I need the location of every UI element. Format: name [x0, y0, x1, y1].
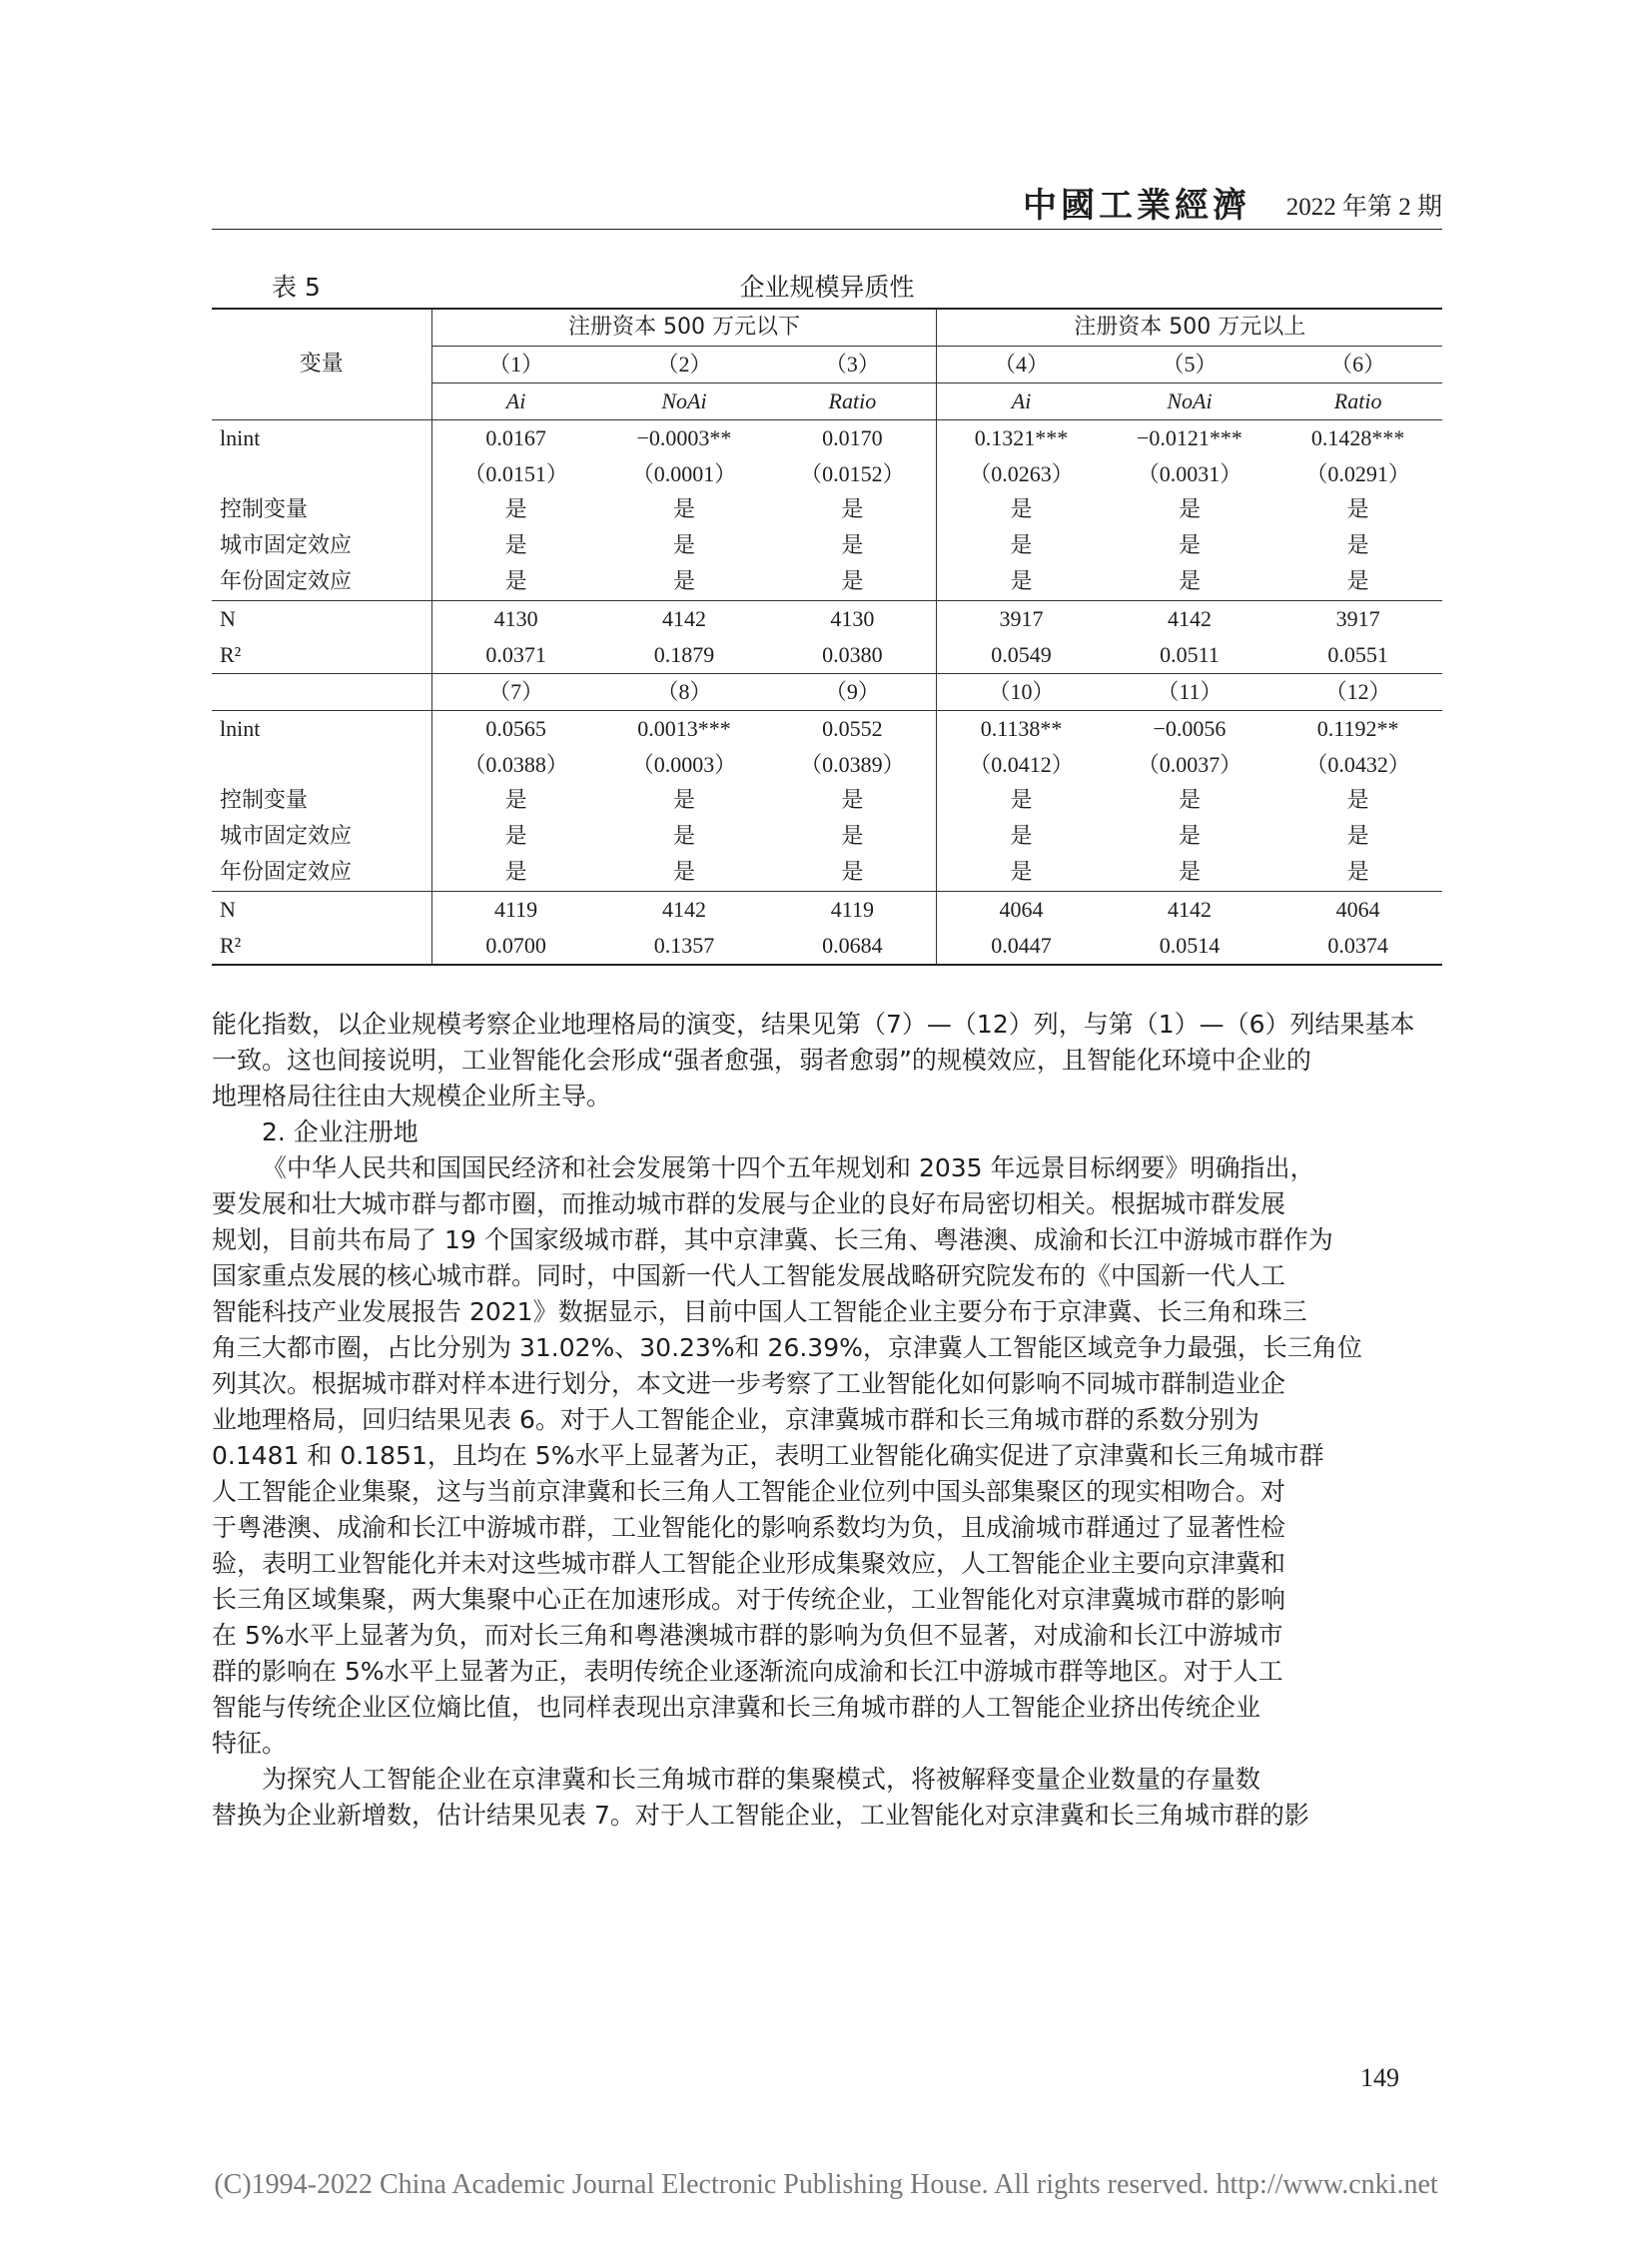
std-error-cell: （0.0003）	[631, 752, 737, 777]
std-error-cell: （0.0037）	[1137, 752, 1242, 777]
group-header-above-500: 注册资本 500 万元以上	[937, 309, 1442, 347]
text-line: 人工智能企业集聚，这与当前京津冀和长三角人工智能企业位列中国头部集聚区的现实相吻合。对	[212, 1477, 1286, 1506]
r2-cell: 0.0447	[937, 928, 1106, 965]
text-line: 于粤港澳、成渝和长江中游城市群，工业智能化的影响系数均为负，且成渝城市群通过了显著性检	[212, 1513, 1286, 1542]
column-number: （10）	[937, 674, 1106, 711]
row-label-year-fe: 年份固定效应	[212, 564, 431, 601]
row-label-lnint: lnint	[212, 711, 431, 748]
yes-cell: 是	[1346, 824, 1369, 849]
coefficient-cell: 0.1192**	[1316, 716, 1399, 741]
row-label-year-fe: 年份固定效应	[212, 855, 431, 892]
dependent-variable: Ai	[431, 383, 600, 420]
r2-cell: 0.0684	[768, 928, 937, 965]
std-error-cell: （0.0389）	[800, 752, 905, 777]
dependent-variable: Ai	[937, 383, 1106, 420]
std-error-cell: （0.0263）	[937, 456, 1106, 492]
copyright-footer: (C)1994-2022 China Academic Journal Electronic Publishing House. All rights reserved. http://www.cnki.net	[214, 2169, 1438, 2200]
yes-cell: 是	[1346, 497, 1369, 522]
subhead-text: 2. 企业注册地	[262, 1118, 418, 1146]
text-line: 要发展和壮大城市群与都市圈，而推动城市群的发展与企业的良好布局密切相关。根据城市群发展	[212, 1189, 1286, 1218]
table-5	[212, 268, 1442, 966]
text-line: 群的影响在 5%水平上显著为正，表明传统企业逐渐流向成渝和长江中游城市群等地区。对于人工	[212, 1657, 1283, 1686]
n-cell: 3917	[1335, 606, 1380, 631]
text-line: 列其次。根据城市群对样本进行划分，本文进一步考察了工业智能化如何影响不同城市群制造业企	[212, 1369, 1286, 1398]
yes-cell: 是	[672, 788, 695, 813]
yes-cell: 是	[672, 497, 695, 522]
yes-cell: 是	[1178, 788, 1201, 813]
yes-cell: 是	[841, 824, 864, 849]
r2-cell: 0.1357	[600, 928, 769, 965]
text-line: 智能与传统企业区位熵比值，也同样表现出京津冀和长三角城市群的人工智能企业挤出传统企业	[212, 1693, 1261, 1722]
coefficient-cell: 0.0013***	[637, 716, 731, 741]
r2-cell: 0.0700	[431, 928, 600, 965]
text-line: 业地理格局，回归结果见表 6。对于人工智能企业，京津冀城市群和长三角城市群的系数分别为	[212, 1405, 1259, 1434]
coefficient-cell: −0.0003**	[636, 425, 732, 450]
text-line: 替换为企业新增数，估计结果见表 7。对于人工智能企业，工业智能化对京津冀和长三角城市群的影	[212, 1801, 1309, 1830]
body-text	[212, 1007, 1442, 1834]
yes-cell: 是	[1178, 497, 1201, 522]
std-error-cell: （0.0031）	[1137, 461, 1242, 486]
paragraph-1	[212, 1007, 1442, 1115]
group-header-below-500: 注册资本 500 万元以下	[431, 309, 937, 347]
r2-cell: 0.0511	[1106, 637, 1274, 674]
section-subhead	[212, 1115, 1442, 1150]
text-line: 为探究人工智能企业在京津冀和长三角城市群的集聚模式，将被解释变量企业数量的存量数	[262, 1765, 1261, 1794]
row-label-n: N	[212, 601, 431, 638]
r2-cell: 0.1879	[600, 637, 769, 674]
text-line: 在 5%水平上显著为负，而对长三角和粤港澳城市群的影响为负但不显著，对成渝和长江中游城市	[212, 1621, 1283, 1650]
row-label-r2: R²	[212, 928, 431, 965]
r2-cell: 0.0371	[431, 637, 600, 674]
r2-cell: 0.0374	[1273, 928, 1442, 965]
text-line: 地理格局往往由大规模企业所主导。	[212, 1082, 612, 1111]
yes-cell: 是	[841, 533, 864, 558]
header-rule	[212, 229, 1442, 230]
text-line: 验，表明工业智能化并未对这些城市群人工智能企业形成集聚效应，人工智能企业主要向京津冀和	[212, 1549, 1286, 1578]
yes-cell: 是	[937, 564, 1106, 601]
column-number: （7）	[431, 674, 600, 711]
row-label-city-fe: 城市固定效应	[212, 528, 431, 564]
n-cell: 4142	[1167, 897, 1212, 922]
text-line: 能化指数，以企业规模考察企业地理格局的演变，结果见第（7）—（12）列，与第（1）—（6）列结果基本	[212, 1010, 1415, 1039]
r2-cell: 0.0549	[937, 637, 1106, 674]
yes-cell: 是	[504, 497, 527, 522]
text-line: 国家重点发展的核心城市群。同时，中国新一代人工智能发展战略研究院发布的《中国新一代人工	[212, 1261, 1286, 1290]
row-label-empty	[212, 674, 431, 711]
yes-cell: 是	[600, 564, 769, 601]
r2-cell: 0.0551	[1273, 637, 1442, 674]
yes-cell: 是	[431, 855, 600, 892]
column-number: （5）	[1162, 352, 1218, 376]
yes-cell: 是	[1178, 824, 1201, 849]
yes-cell: 是	[937, 819, 1106, 855]
yes-cell: 是	[672, 533, 695, 558]
coefficient-cell: 0.1321***	[937, 420, 1106, 457]
text-line: 规划，目前共布局了 19 个国家级城市群，其中京津冀、长三角、粤港澳、成渝和长江中游城市群作为	[212, 1225, 1333, 1254]
yes-cell: 是	[841, 497, 864, 522]
yes-cell: 是	[1106, 564, 1274, 601]
row-label-n: N	[212, 892, 431, 929]
n-cell: 4064	[1335, 897, 1380, 922]
row-label-controls: 控制变量	[212, 783, 431, 819]
coefficient-cell: 0.0565	[485, 716, 546, 741]
paragraph-3	[212, 1762, 1442, 1834]
column-number: （1）	[488, 352, 544, 376]
column-number: （2）	[656, 352, 712, 376]
yes-cell: 是	[768, 855, 937, 892]
r2-cell: 0.0380	[768, 637, 937, 674]
issue-label: 2022 年第 2 期	[1285, 194, 1442, 221]
column-number: （8）	[600, 674, 769, 711]
n-cell: 4142	[661, 606, 706, 631]
n-cell: 4119	[493, 897, 538, 922]
yes-cell: 是	[1106, 855, 1274, 892]
coefficient-cell: 0.1428***	[1310, 425, 1405, 450]
text-line: 角三大都市圈，占比分别为 31.02%、30.23%和 26.39%，京津冀人工智能区域竞争力最强，长三角位	[212, 1333, 1362, 1362]
column-number: （4）	[937, 347, 1106, 383]
column-number: （11）	[1106, 674, 1274, 711]
r2-cell: 0.0514	[1106, 928, 1274, 965]
n-cell: 4142	[1167, 606, 1212, 631]
std-error-cell: （0.0152）	[800, 461, 905, 486]
text-line: 《中华人民共和国国民经济和社会发展第十四个五年规划和 2035 年远景目标纲要》明确指出，	[262, 1153, 1315, 1182]
std-error-cell: （0.0001）	[631, 461, 737, 486]
page-number: 149	[1360, 2063, 1399, 2092]
row-label-empty	[212, 456, 431, 492]
coefficient-cell: −0.0056	[1153, 716, 1227, 741]
n-cell: 4064	[937, 892, 1106, 929]
column-number: （12）	[1273, 674, 1442, 711]
row-label-controls: 控制变量	[212, 492, 431, 528]
yes-cell: 是	[768, 564, 937, 601]
variable-header: 变量	[212, 309, 431, 420]
yes-cell: 是	[504, 824, 527, 849]
text-line: 特征。	[212, 1729, 288, 1758]
row-label-empty	[212, 747, 431, 783]
dependent-variable: NoAi	[1106, 383, 1274, 420]
text-line: 长三角区域集聚，两大集聚中心正在加速形成。对于传统企业，工业智能化对京津冀城市群的影响	[212, 1585, 1286, 1614]
dependent-variable: Ratio	[1273, 383, 1442, 420]
yes-cell: 是	[937, 492, 1106, 528]
yes-cell: 是	[937, 528, 1106, 564]
n-cell: 4130	[493, 606, 538, 631]
std-error-cell: （0.0412）	[937, 747, 1106, 783]
table-title: 企业规模异质性	[739, 273, 915, 302]
yes-cell: 是	[937, 783, 1106, 819]
coefficient-cell: 0.0170	[822, 425, 883, 450]
n-cell: 4130	[830, 606, 875, 631]
yes-cell: 是	[504, 788, 527, 813]
yes-cell: 是	[937, 855, 1106, 892]
dependent-variable: Ratio	[768, 383, 937, 420]
text-line: 0.1481 和 0.1851，且均在 5%水平上显著为正，表明工业智能化确实促进了京津冀和长三角城市群	[212, 1441, 1324, 1470]
yes-cell: 是	[504, 533, 527, 558]
std-error-cell: （0.0291）	[1305, 461, 1410, 486]
coefficient-cell: 0.1138**	[937, 711, 1106, 748]
text-line: 一致。这也间接说明，工业智能化会形成“强者愈强，弱者愈弱”的规模效应，且智能化环境中企业的	[212, 1046, 1311, 1075]
running-header	[212, 184, 1442, 228]
column-number: （9）	[768, 674, 937, 711]
paragraph-2	[212, 1150, 1442, 1762]
yes-cell: 是	[1346, 788, 1369, 813]
coefficient-cell: 0.0167	[485, 425, 546, 450]
text-line: 智能科技产业发展报告 2021》数据显示，目前中国人工智能企业主要分布于京津冀、长三角和珠三	[212, 1297, 1307, 1326]
yes-cell: 是	[1178, 533, 1201, 558]
yes-cell: 是	[1273, 564, 1442, 601]
coefficient-cell: 0.0552	[822, 716, 883, 741]
yes-cell: 是	[1346, 533, 1369, 558]
yes-cell: 是	[431, 564, 600, 601]
table-caption	[212, 268, 1442, 308]
column-number: （3）	[824, 352, 880, 376]
yes-cell: 是	[1273, 855, 1442, 892]
yes-cell: 是	[600, 855, 769, 892]
row-label-lnint: lnint	[212, 420, 431, 457]
yes-cell: 是	[672, 824, 695, 849]
column-number: （6）	[1330, 352, 1386, 376]
results-table	[212, 308, 1442, 966]
n-cell: 3917	[937, 601, 1106, 638]
n-cell: 4142	[661, 897, 706, 922]
std-error-cell: （0.0432）	[1305, 752, 1410, 777]
table-number: 表 5	[272, 273, 321, 302]
journal-logo: 中國工業經濟	[1023, 186, 1250, 226]
row-label-city-fe: 城市固定效应	[212, 819, 431, 855]
n-cell: 4119	[830, 897, 874, 922]
std-error-cell: （0.0388）	[463, 752, 568, 777]
row-label-r2: R²	[212, 637, 431, 674]
coefficient-cell: −0.0121***	[1136, 425, 1242, 450]
dependent-variable: NoAi	[600, 383, 769, 420]
yes-cell: 是	[841, 788, 864, 813]
std-error-cell: （0.0151）	[463, 461, 568, 486]
